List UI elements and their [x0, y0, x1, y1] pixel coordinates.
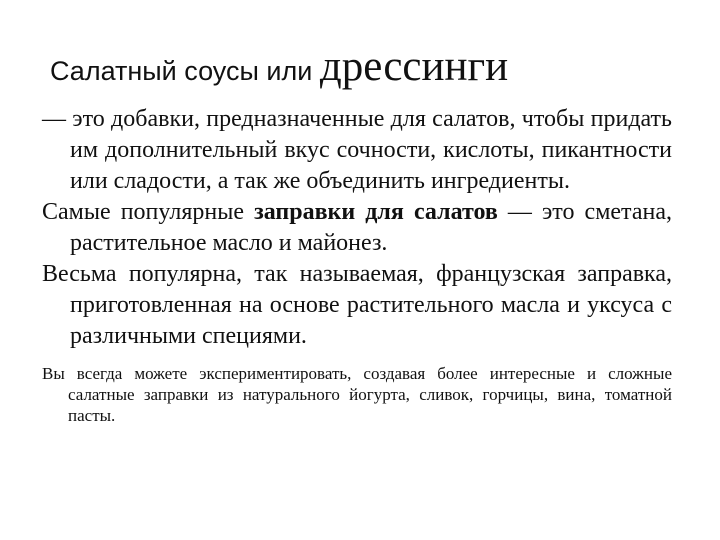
paragraph-popular-dressings [42, 197, 672, 259]
popular-text-bold: заправки для салатов [254, 199, 498, 225]
title-part-2: дрессинги [319, 43, 509, 90]
paragraph-experiment: Вы всегда можете экспериментировать, создавая более интересные и сложные салатные заправки из натурального йогурта, сливок, горчицы, вина, томатной пасты. [42, 364, 672, 425]
popular-text-start: Самые популярные [42, 199, 255, 225]
slide-body [42, 104, 672, 426]
paragraph-definition: — это добавки, предназначенные для салатов, чтобы придать им дополнительный вкус сочности, кислоты, пикантности или сладости, а так же объединить ингредиенты. [42, 106, 672, 194]
title-part-1: Салатный соусы или [50, 56, 320, 86]
paragraph-french-dressing: Весьма популярна, так называемая, французская заправка, приготовленная на основе растительного масла и уксуса с различными специями. [42, 261, 672, 349]
popular-text-end: — это сметана, растительное масло и майонез. [70, 199, 672, 256]
slide-title [50, 42, 690, 91]
